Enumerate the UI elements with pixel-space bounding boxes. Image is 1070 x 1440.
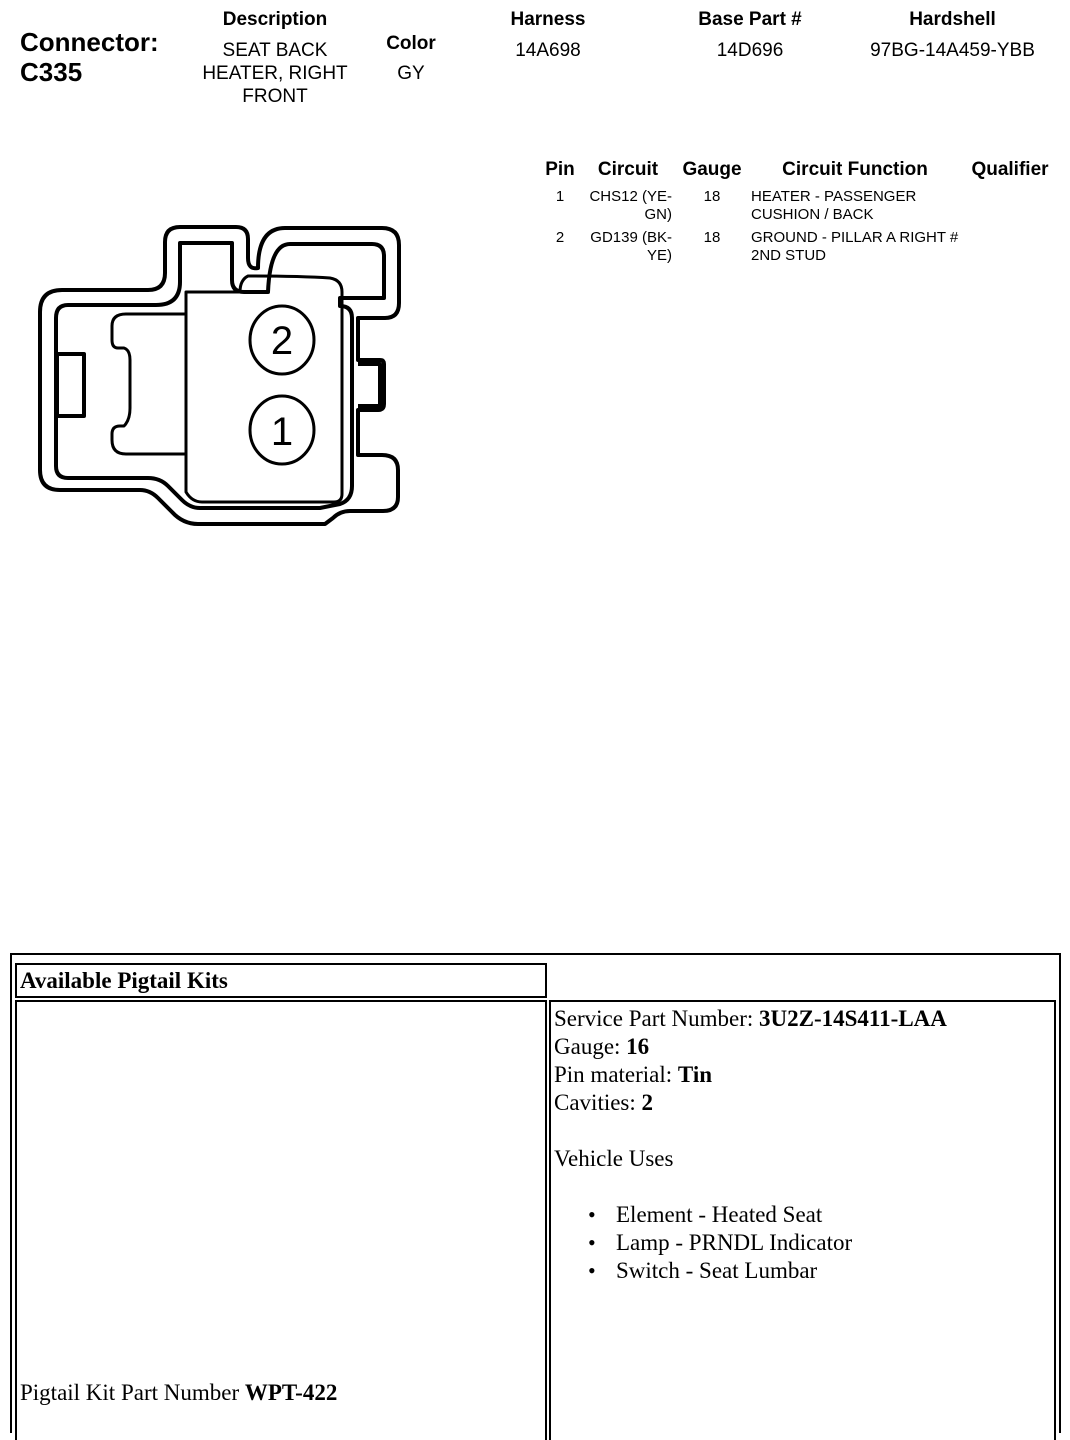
list-item: • Element - Heated Seat [554, 1201, 947, 1229]
pigtail-image-cell [15, 1000, 547, 1440]
list-item: • Lamp - PRNDL Indicator [554, 1229, 947, 1257]
pigtail-heading: Available Pigtail Kits [20, 968, 228, 993]
col-header-qualifier: Qualifier [971, 159, 1049, 180]
cavities-line [554, 1089, 947, 1117]
vehicle-uses-list [554, 1201, 947, 1285]
base-part-header: Base Part # [698, 9, 802, 30]
connector-tab [358, 364, 380, 406]
color-value: GY [397, 63, 425, 84]
latch-window [57, 354, 84, 416]
kit-part-label: Pigtail Kit Part Number [20, 1380, 240, 1405]
kit-part-value: WPT-422 [244, 1380, 338, 1405]
row-circuit: GD139 (BK-YE) [590, 229, 672, 264]
service-part-label: Service Part Number: [554, 1006, 754, 1031]
col-header-circuit-function: Circuit Function [782, 159, 928, 180]
pin-material-label: Pin material: [554, 1062, 673, 1087]
row-gauge: 18 [703, 229, 721, 246]
connector-title [20, 27, 159, 87]
gauge-label: Gauge: [554, 1034, 621, 1059]
harness-value: 14A698 [515, 40, 581, 61]
row-pin: 1 [555, 188, 565, 205]
row-pin: 2 [555, 229, 565, 246]
housing-inner [56, 243, 384, 508]
service-part-value: 3U2Z-14S411-LAA [759, 1006, 947, 1031]
harness-header: Harness [510, 9, 586, 30]
pigtail-heading-cell [15, 963, 547, 998]
pin-material-value: Tin [677, 1062, 713, 1087]
cavities-label: Cavities: [554, 1090, 636, 1115]
row-function: GROUND - PILLAR A RIGHT # 2ND STUD [751, 229, 959, 264]
pigtail-details [554, 1005, 947, 1285]
connector-id: C335 [20, 57, 83, 87]
base-part-value: 14D696 [716, 40, 784, 61]
col-header-circuit: Circuit [597, 159, 659, 180]
row-gauge: 18 [703, 188, 721, 205]
hardshell-value: 97BG-14A459-YBB [870, 40, 1035, 61]
color-header: Color [386, 33, 436, 54]
connector-face-diagram [0, 200, 440, 550]
gauge-value: 16 [626, 1034, 650, 1059]
gauge-line [554, 1033, 947, 1061]
vehicle-uses-label: Vehicle Uses [554, 1146, 674, 1171]
pin-label-2: 2 [270, 319, 294, 363]
pin-label-1: 1 [270, 410, 294, 454]
pigtail-kit-part-number [20, 1380, 337, 1406]
col-header-pin: Pin [545, 159, 575, 180]
description-header: Description [222, 9, 328, 30]
hardshell-header: Hardshell [909, 9, 996, 30]
description-value: SEAT BACK HEATER, RIGHT FRONT [202, 40, 348, 107]
service-part-line [554, 1005, 947, 1033]
row-function: HEATER - PASSENGER CUSHION / BACK [751, 188, 917, 223]
connector-label: Connector: [20, 27, 159, 57]
terminal-body [112, 276, 342, 502]
list-item: • Switch - Seat Lumbar [554, 1257, 947, 1285]
pin-material-line [554, 1061, 947, 1089]
col-header-gauge: Gauge [682, 159, 742, 180]
cavities-value: 2 [641, 1090, 654, 1115]
row-circuit: CHS12 (YE-GN) [589, 188, 672, 223]
pigtail-details-cell [549, 1000, 1056, 1440]
